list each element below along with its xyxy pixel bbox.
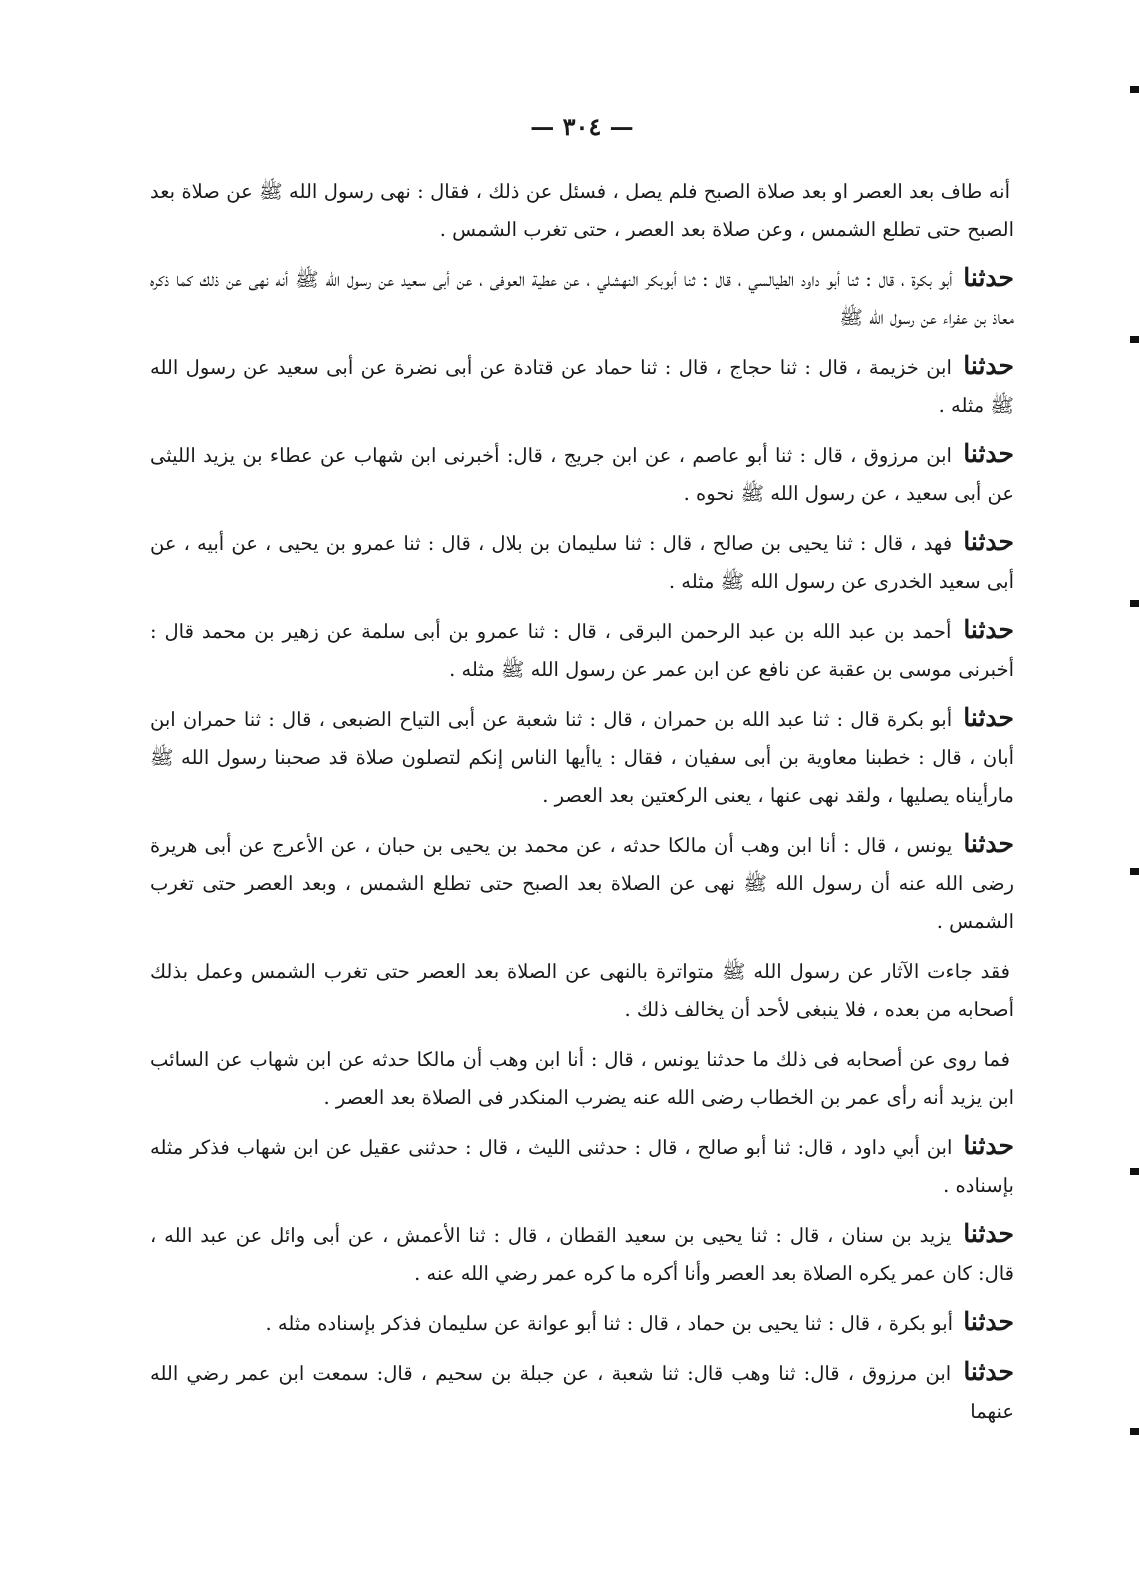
paragraph <box>150 1127 1014 1205</box>
paragraph-text: ابن خزيمة ، قال : ثنا حجاج ، قال : ثنا حماد عن قتادة عن أبى نضرة عن أبى سعيد عن رسول الله ﷺ مثله . <box>150 356 1014 417</box>
paragraph-text: ابن مرزوق ، قال : ثنا أبو عاصم ، عن ابن جريج ، قال: أخبرنى ابن شهاب عن عطاء بن يزيد الليثى عن أبى سعيد ، عن رسول الله ﷺ نحوه . <box>150 444 1014 505</box>
paragraph-lead-word: حدثنا <box>963 1307 1014 1336</box>
paragraph <box>150 825 1014 941</box>
paragraph-text: أبو بكرة ، قال : ثنا يحيى بن حماد ، قال : ثنا أبو عوانة عن سليمان فذكر بإسناده مثله . <box>265 1312 954 1335</box>
paragraph <box>150 1215 1014 1293</box>
paragraph-lead-word: حدثنا <box>963 263 1014 292</box>
paragraph <box>150 259 1014 337</box>
paragraph-lead-word <box>1010 175 1014 204</box>
paragraph <box>150 611 1014 689</box>
page-edge-mark <box>1130 336 1139 343</box>
paragraph-text: ابن مرزوق ، قال: ثنا وهب قال: ثنا شعبة ، عن جبلة بن سحيم ، قال: سمعت ابن عمر رضي الله عنهما <box>150 1362 1014 1423</box>
paragraph-text: أبو بكرة قال : ثنا عبد الله بن حمران ، قال : ثنا شعبة عن أبى التياح الضبعى ، قال : ثنا حمران ابن أبان ، قال : خطبنا معاوية بن أبى سفيان ، فقال : ياأيها الناس إنكم لتصلون صلاة قد صحبنا رسول الله ﷺ مارأيناه يصليها ، ولقد نهى عنها ، يعنى الركعتين بعد العصر . <box>150 708 1014 807</box>
book-page <box>150 112 1014 1441</box>
page-edge-mark <box>1130 1168 1139 1175</box>
paragraph <box>150 435 1014 513</box>
paragraph <box>150 951 1014 1029</box>
paragraph <box>150 523 1014 601</box>
page-edge-mark <box>1130 600 1139 607</box>
paragraph-lead-word <box>1010 1043 1014 1072</box>
paragraph-text: فهد ، قال : ثنا يحيى بن صالح ، قال : ثنا سليمان بن بلال ، قال : ثنا عمرو بن يحيى ، عن أبيه ، عن أبى سعيد الخدرى عن رسول الله ﷺ مثله . <box>150 532 1014 593</box>
paragraph <box>150 1303 1014 1343</box>
paragraph-text: أبو بكرة ، قال : ثنا أبو داود الطيالسي ، قال : ثنا أبوبكر النهشلي ، عن عطية العوفى ، عن أبى سعيد عن رسول الله ﷺ أنه نهى عن ذلك كما ذكره معاذ بن عفراء عن رسول الله ﷺ <box>150 268 1014 329</box>
paragraph-lead-word: حدثنا <box>963 439 1014 468</box>
paragraph-text: ابن أبي داود ، قال: ثنا أبو صالح ، قال : حدثنى الليث ، قال : حدثنى عقيل عن ابن شهاب فذكر مثله بإسناده . <box>150 1136 1014 1197</box>
paragraph-lead-word <box>1010 955 1014 984</box>
paragraph-text: أنه طاف بعد العصر او بعد صلاة الصبح فلم يصل ، فسئل عن ذلك ، فقال : نهى رسول الله ﷺ عن صلاة بعد الصبح حتى تطلع الشمس ، وعن صلاة بعد العصر ، حتى تغرب الشمس . <box>150 180 1014 241</box>
page-edge-mark <box>1130 86 1139 93</box>
paragraph <box>150 347 1014 425</box>
paragraph-text: أحمد بن عبد الله بن عبد الرحمن البرقى ، قال : ثنا عمرو بن أبى سلمة عن زهير بن محمد قال : أخبرنى موسى بن عقبة عن نافع عن ابن عمر عن رسول الله ﷺ مثله . <box>150 620 1014 681</box>
paragraph-lead-word: حدثنا <box>963 1219 1014 1248</box>
page-edge-mark <box>1130 1428 1139 1435</box>
paragraph-text: يزيد بن سنان ، قال : ثنا يحيى بن سعيد القطان ، قال : ثنا الأعمش ، عن أبى وائل عن عبد الله ، قال: كان عمر يكره الصلاة بعد العصر وأنا أكره ما كره عمر رضي الله عنه . <box>150 1224 1014 1285</box>
page-edge-mark <box>1130 868 1139 875</box>
paragraph-lead-word: حدثنا <box>963 1131 1015 1160</box>
paragraph-text: يونس ، قال : أنا ابن وهب أن مالكا حدثه ، عن محمد بن يحيى بن حبان ، عن الأعرج عن أبى هريرة رضى الله عنه أن رسول الله ﷺ نهى عن الصلاة بعد الصبح حتى تطلع الشمس ، وبعد العصر حتى تغرب الشمس . <box>150 834 1014 933</box>
paragraph <box>150 1039 1014 1117</box>
paragraph-lead-word: حدثنا <box>963 351 1014 380</box>
paragraph <box>150 171 1014 249</box>
paragraph-lead-word: حدثنا <box>963 1357 1015 1386</box>
paragraph-lead-word: حدثنا <box>963 527 1014 556</box>
page-number: — ٣٠٤ — <box>530 112 634 141</box>
paragraph-text: فقد جاءت الآثار عن رسول الله ﷺ متواترة بالنهى عن الصلاة بعد العصر حتى تغرب الشمس وعمل بذلك أصحابه من بعده ، فلا ينبغى لأحد أن يخالف ذلك . <box>150 960 1014 1021</box>
paragraph-lead-word: حدثنا <box>963 615 1015 644</box>
paragraph-text: فما روى عن أصحابه فى ذلك ما حدثنا يونس ، قال : أنا ابن وهب أن مالكا حدثه عن ابن شهاب عن السائب ابن يزيد أنه رأى عمر بن الخطاب رضى الله عنه يضرب المنكدر فى الصلاة بعد العصر . <box>150 1048 1014 1109</box>
paragraph-lead-word: حدثنا <box>963 829 1015 858</box>
paragraph-lead-word: حدثنا <box>963 703 1014 732</box>
paragraph <box>150 1353 1014 1431</box>
paragraph <box>150 699 1014 815</box>
